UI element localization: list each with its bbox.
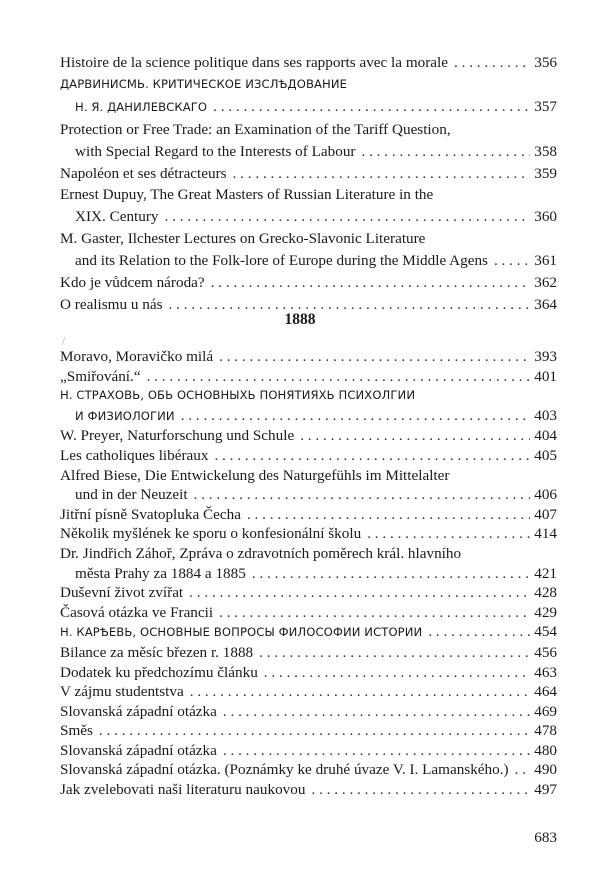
- toc-entry: [60, 544, 557, 583]
- toc-entry: [60, 603, 557, 623]
- dot-leader: [181, 406, 531, 426]
- entry-title: Slovanská západní otázka. (Poznámky ke druhé úvaze V. I. Lamanského.): [60, 761, 509, 779]
- entry-title: ДАРВИНИСМЬ. КРИТИЧЕСКОЕ ИЗСЛѢДОВАНИЕ: [60, 76, 348, 91]
- entry-title: Alfred Biese, Die Entwickelung des Naturgefühls im Mittelalter: [60, 466, 450, 484]
- dot-leader: [213, 96, 530, 118]
- toc-entry: [60, 643, 557, 663]
- entry-title-continuation: [60, 206, 557, 228]
- entry-title: Dodatek ku předchozímu článku: [60, 663, 258, 681]
- entry-title-line: [60, 741, 557, 761]
- dot-leader: [99, 721, 530, 741]
- toc-entry: [60, 505, 557, 525]
- entry-page-number: 497: [534, 781, 557, 799]
- dot-leader: [194, 485, 531, 505]
- dot-leader: [190, 682, 530, 702]
- entry-page-number: 404: [534, 427, 557, 445]
- dot-leader: [515, 760, 531, 780]
- entry-title-line: [60, 446, 557, 466]
- entry-title-line: [60, 643, 557, 663]
- entry-page-number: 480: [534, 741, 557, 759]
- dot-leader: [367, 524, 530, 544]
- entry-title-line: [60, 426, 557, 446]
- entry-page-number: 403: [534, 406, 557, 424]
- entry-title-continuation: [60, 485, 557, 505]
- entry-title: M. Gaster, Ilchester Lectures on Grecko-Slavonic Literature: [60, 230, 426, 248]
- entry-title-line: [60, 52, 557, 74]
- page-number: 683: [534, 829, 557, 846]
- entry-title: Н. Я. ДАНИЛЕВСКАГО: [75, 99, 208, 114]
- entry-page-number: 407: [534, 505, 557, 523]
- toc-entry: [60, 367, 557, 387]
- toc-entry: [60, 622, 557, 643]
- entry-page-number: 364: [534, 295, 557, 313]
- entry-page-number: 414: [534, 525, 557, 543]
- entry-page-number: 360: [534, 208, 557, 226]
- toc-entry: [60, 74, 557, 119]
- entry-title: Bilance za měsíc březen r. 1888: [60, 643, 254, 661]
- entry-page-number: 359: [534, 164, 557, 182]
- entry-page-number: 464: [534, 683, 557, 701]
- entry-title-line: [60, 184, 557, 206]
- entry-page-number: 428: [534, 584, 557, 602]
- toc-entry: [60, 760, 557, 780]
- entry-title: V zájmu studentstva: [60, 683, 184, 701]
- entry-page-number: 421: [534, 564, 557, 582]
- toc-entry: [60, 702, 557, 722]
- entry-title: XIX. Century: [75, 208, 159, 226]
- entry-title-continuation: [60, 96, 557, 119]
- entry-title-line: [60, 119, 557, 141]
- entry-title-continuation: [60, 406, 557, 427]
- dot-leader: [494, 250, 530, 272]
- entry-title-line: [60, 347, 557, 367]
- toc-entry: [60, 741, 557, 761]
- toc-entry: [60, 682, 557, 702]
- entry-title: Směs: [60, 722, 93, 740]
- entry-title: Les catholiques libéraux: [60, 446, 209, 464]
- entry-page-number: 361: [534, 252, 557, 270]
- toc-section-continued: [60, 52, 557, 316]
- entry-title-line: [60, 603, 557, 623]
- entry-title-line: [60, 583, 557, 603]
- toc-entry: [60, 663, 557, 683]
- entry-page-number: 406: [534, 486, 557, 504]
- entry-title: Jak zvelebovati naši literaturu naukovou: [60, 781, 306, 799]
- toc-entry: [60, 446, 557, 466]
- entry-title: Jitřní písně Svatopluka Čecha: [60, 505, 241, 523]
- dot-leader: [223, 741, 530, 761]
- dot-leader: [264, 663, 530, 683]
- entry-title-continuation: [60, 250, 557, 272]
- dot-leader: [428, 622, 530, 642]
- entry-title: and its Relation to the Folk-lore of Europe during the Middle Agens: [75, 252, 488, 270]
- dot-leader: [454, 52, 530, 74]
- entry-title-line: [60, 682, 557, 702]
- entry-title: „Smiřování.“: [60, 367, 141, 385]
- entry-title-line: [60, 272, 557, 294]
- toc-entry: [60, 386, 557, 426]
- toc-entry: [60, 228, 557, 272]
- toc-entry: [60, 52, 557, 74]
- entry-page-number: 393: [534, 348, 557, 365]
- entry-title: Kdo je vůdcem národa?: [60, 274, 205, 292]
- toc-entry: [60, 426, 557, 446]
- entry-title: města Prahy za 1884 a 1885: [75, 564, 246, 582]
- entry-title: Napoléon et ses détracteurs: [60, 164, 227, 182]
- entry-title-line: [60, 228, 557, 250]
- section-heading-year: 1888: [284, 311, 316, 328]
- toc-entry: [60, 524, 557, 544]
- entry-title-line: [60, 524, 557, 544]
- dot-leader: [189, 583, 530, 603]
- entry-title: И ФИЗИОЛОГИИ: [75, 408, 175, 423]
- entry-title-line: [60, 367, 557, 387]
- entry-title-line: [60, 163, 557, 185]
- dot-leader: [247, 505, 530, 525]
- toc-entry: [60, 780, 557, 800]
- entry-title: Slovanská západní otázka: [60, 702, 217, 720]
- dot-leader: [259, 643, 530, 663]
- entry-title: Několik myšlének ke sporu o konfesionální školu: [60, 525, 362, 543]
- dot-leader: [219, 603, 530, 623]
- entry-page-number: 456: [534, 643, 557, 661]
- entry-title: Н. СТРАХОВЬ, ОБЬ ОСНОВНЫХЬ ПОНЯТИЯХЬ ПСИХОЛГИИ: [60, 388, 416, 403]
- toc-entry: [60, 583, 557, 603]
- entry-title: Ernest Dupuy, The Great Masters of Russian Literature in the: [60, 186, 434, 204]
- toc-section-1888: [60, 347, 557, 800]
- entry-title-line: [60, 74, 557, 96]
- dot-leader: [300, 426, 530, 446]
- entry-title-line: [60, 780, 557, 800]
- dot-leader: [361, 141, 530, 163]
- entry-title-line: [60, 721, 557, 741]
- entry-page-number: 357: [534, 97, 557, 115]
- entry-title: with Special Regard to the Interests of Labour: [75, 142, 356, 160]
- entry-page-number: 362: [534, 274, 557, 292]
- dot-leader: [223, 702, 530, 722]
- toc-entry: [60, 163, 557, 185]
- entry-title: O realismu u nás: [60, 295, 163, 313]
- toc-entry: [60, 347, 557, 367]
- entry-page-number: 356: [534, 54, 557, 71]
- toc-entry: [60, 119, 557, 163]
- entry-title-line: [60, 466, 557, 486]
- toc-entry: [60, 721, 557, 741]
- dot-leader: [219, 347, 530, 367]
- dot-leader: [211, 272, 531, 294]
- toc-entry: [60, 272, 557, 294]
- entry-title: W. Preyer, Naturforschung und Schule: [60, 427, 295, 445]
- entry-title-line: [60, 544, 557, 564]
- entry-title: Duševní život zvířat: [60, 584, 184, 602]
- entry-title: Dr. Jindřich Záhoř, Zpráva o zdravotních poměrech král. hlavního: [60, 544, 462, 562]
- entry-title-line: [60, 663, 557, 683]
- toc-entry: [60, 184, 557, 228]
- entry-page-number: 405: [534, 446, 557, 464]
- entry-title: Protection or Free Trade: an Examination of the Tariff Question,: [60, 120, 451, 138]
- entry-title-line: [60, 386, 557, 406]
- dot-leader: [233, 163, 531, 185]
- dot-leader: [252, 564, 530, 584]
- entry-page-number: 469: [534, 702, 557, 720]
- entry-title-continuation: [60, 141, 557, 163]
- scan-artifact: [62, 337, 66, 345]
- entry-title-continuation: [60, 564, 557, 584]
- entry-title-line: [60, 505, 557, 525]
- entry-title-line: [60, 702, 557, 722]
- entry-title-line: [60, 622, 557, 643]
- entry-page-number: 358: [534, 142, 557, 160]
- entry-page-number: 490: [534, 761, 557, 779]
- entry-page-number: 454: [534, 623, 557, 641]
- dot-leader: [165, 206, 531, 228]
- dot-leader: [147, 367, 531, 387]
- toc-entry: [60, 466, 557, 505]
- entry-page-number: 478: [534, 722, 557, 740]
- entry-page-number: 401: [534, 367, 557, 385]
- entry-title: Moravo, Moravičko milá: [60, 348, 214, 365]
- entry-title: Histoire de la science politique dans ses rapports avec la morale: [60, 54, 448, 71]
- entry-page-number: 429: [534, 603, 557, 621]
- entry-page-number: 463: [534, 663, 557, 681]
- entry-title-line: [60, 760, 557, 780]
- entry-title: Н. КАРѢЕВЬ, ОСНОВНЫЕ ВОПРОСЫ ФИЛОСОФИИ ИСТОРИИ: [60, 625, 423, 640]
- entry-title: und in der Neuzeit: [75, 486, 188, 504]
- dot-leader: [214, 446, 530, 466]
- entry-title: Časová otázka ve Francii: [60, 603, 214, 621]
- entry-title: Slovanská západní otázka: [60, 741, 217, 759]
- dot-leader: [311, 780, 530, 800]
